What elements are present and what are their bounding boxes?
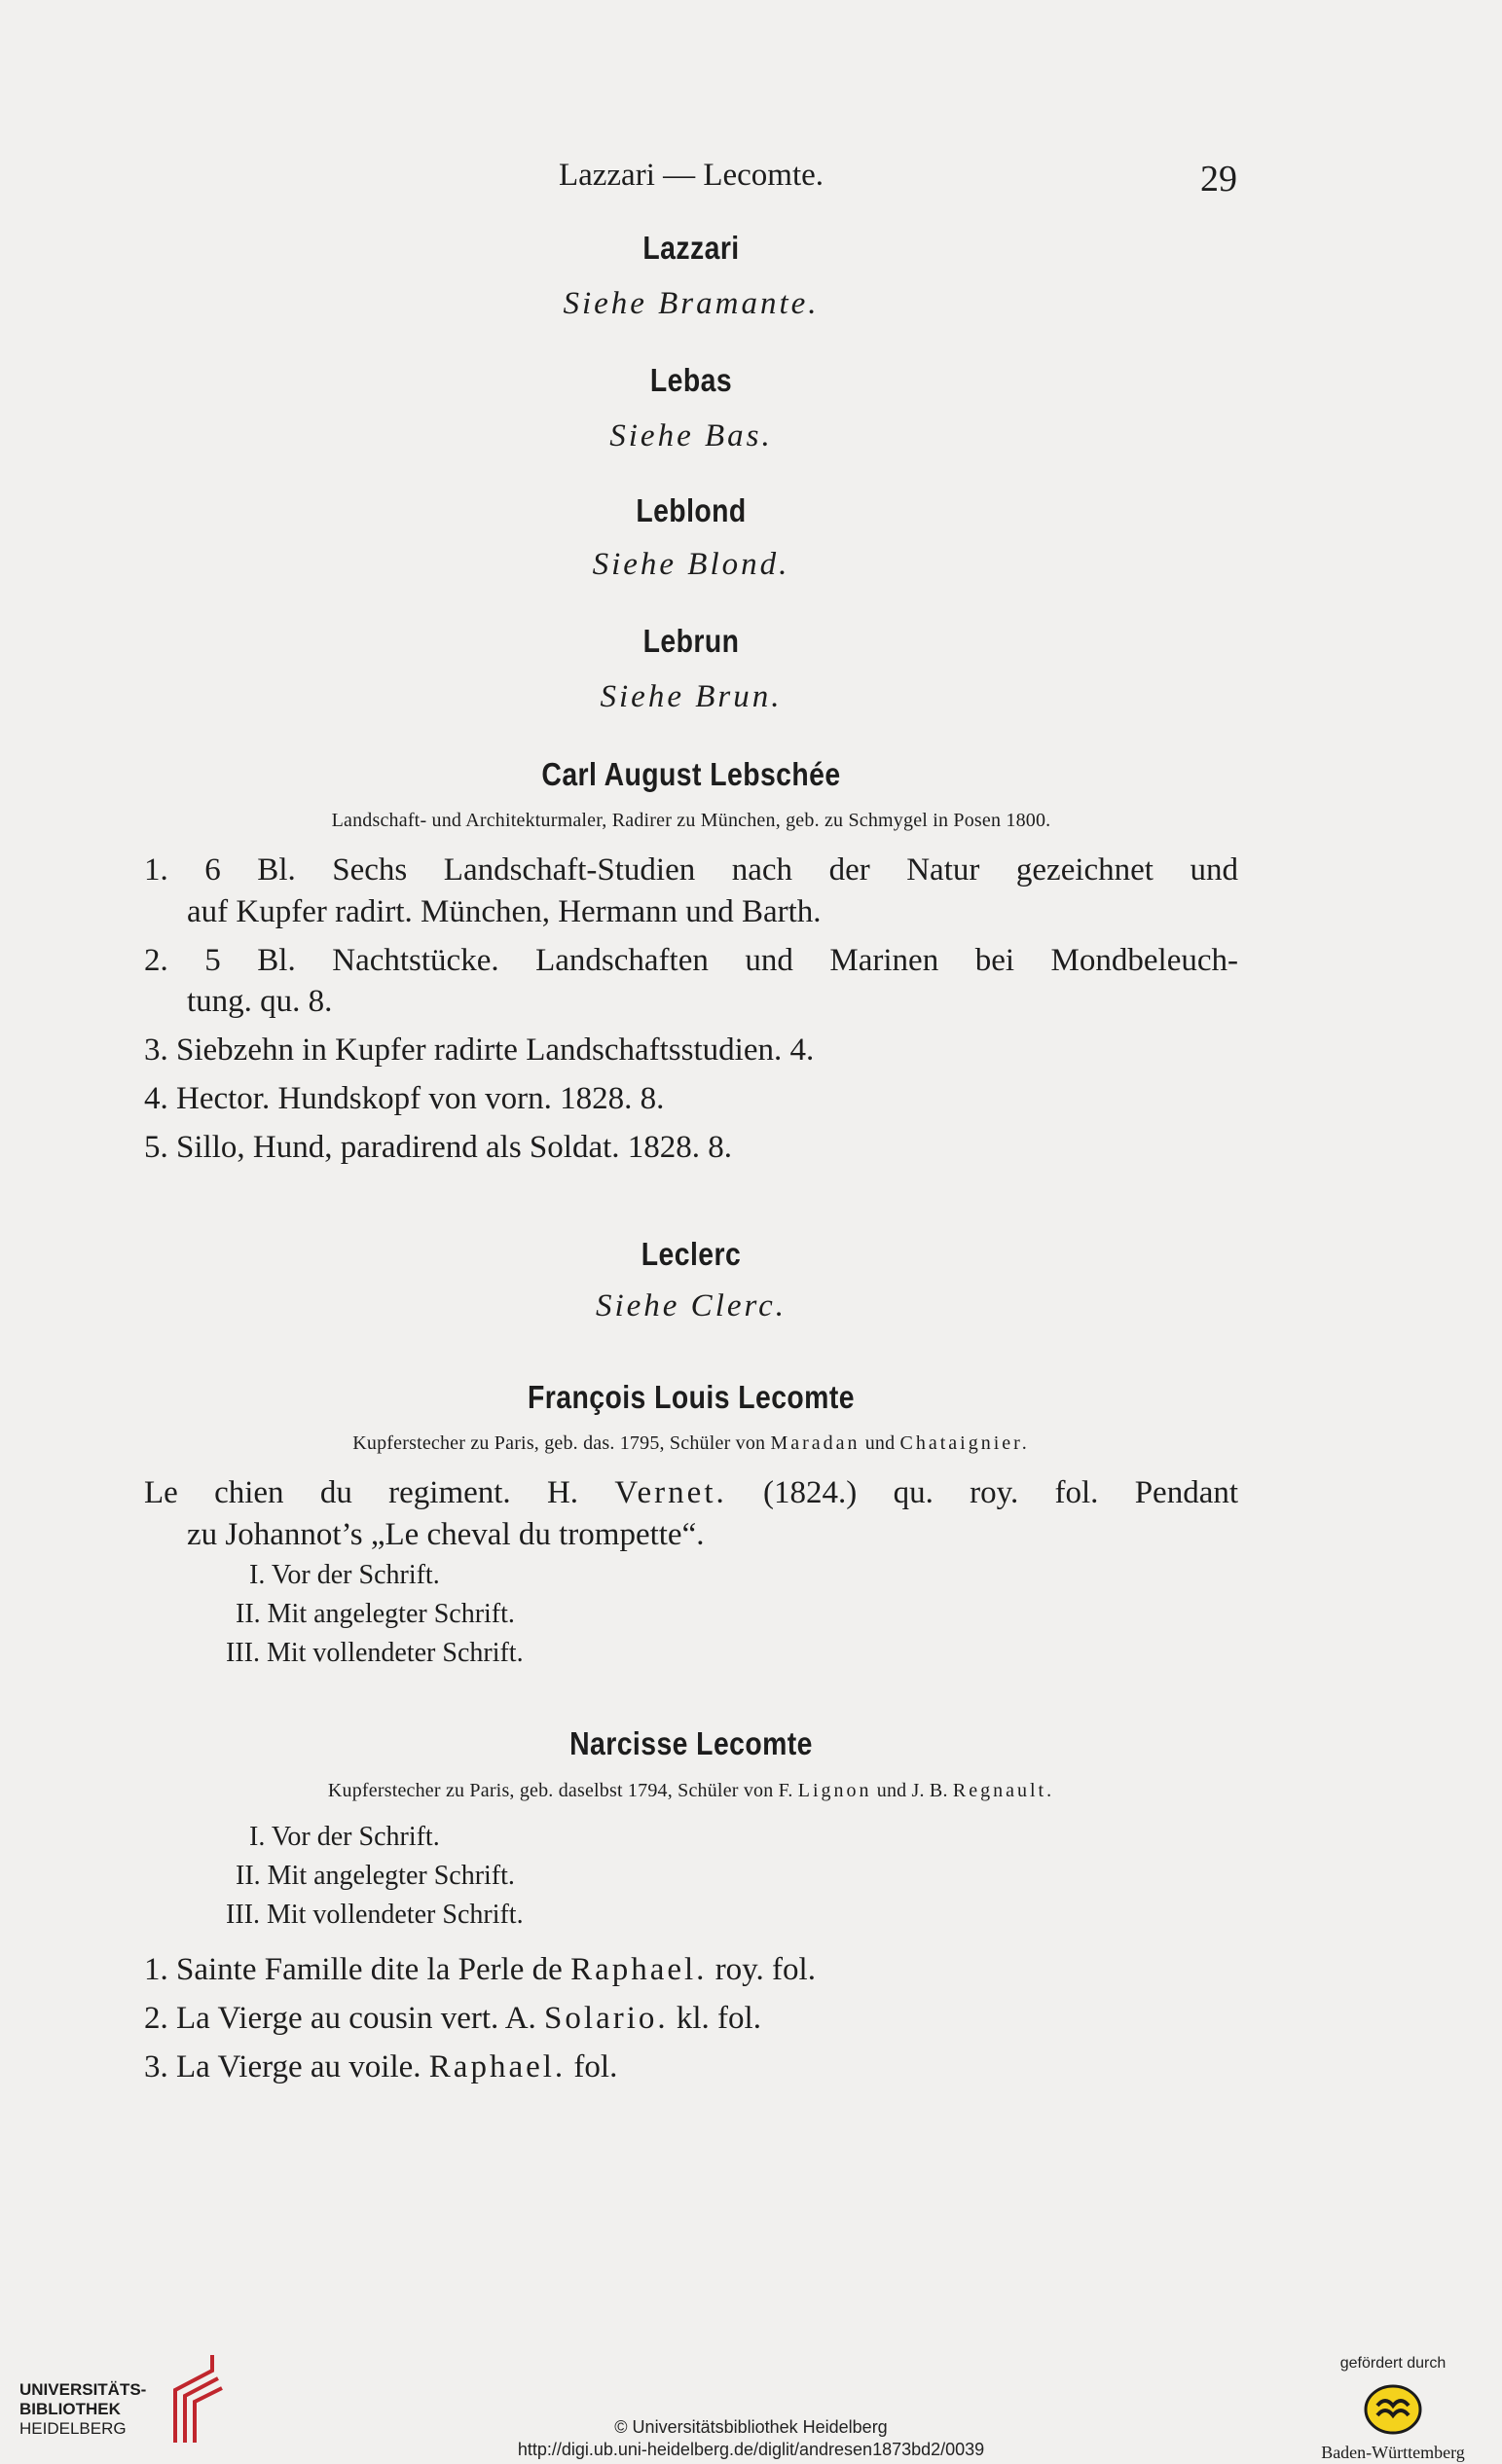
teacher-name: Lignon [797,1780,872,1801]
bio-text: und [864,1432,896,1454]
page-number: 29 [1200,159,1237,199]
cross-reference-lebrun: Siehe Brun. [600,679,783,714]
artist-name: Raphael. [428,2049,567,2084]
entry-heading-leclerc: Leclerc [641,1236,742,1272]
state-2: II. Mit angelegter Schrift. [236,1861,515,1891]
work-item-2-line-2: tung. qu. 8. [187,984,333,1019]
running-header [0,158,1502,206]
biography-lebschee: Landschaft- und Architekturmaler, Radirer zu München, geb. zu Schmygel in Posen 1800. [331,810,1051,831]
biography-narcisse-lecomte [0,1780,1382,1802]
state-2: II. Mit angelegter Schrift. [236,1599,515,1629]
artist-name: Raphael. [570,1952,708,1987]
entry-heading-narcisse-lecomte: Narcisse Lecomte [569,1725,813,1761]
work-item-1-line-1: 1. 6 Bl. Sechs Landschaft-Studien nach der Natur gezeichnet und [144,852,1238,888]
state-3: III. Mit vollendeter Schrift. [226,1900,524,1930]
biography-francois-lecomte [0,1432,1382,1455]
sponsor-label: gefördert durch [1339,2355,1447,2372]
bio-text: Kupferstecher zu Paris, geb. daselbst 1794, Schüler von F. [327,1780,793,1801]
header-title: Lazzari — Lecomte. [558,158,824,193]
work-item-4: 4. Hector. Hundskopf von vorn. 1828. 8. [144,1081,665,1116]
entry-heading-lebrun: Lebrun [642,623,740,659]
work-title: 3. La Vierge au voile. [144,2049,421,2084]
work-item-1 [144,1952,816,1988]
work-item-5: 5. Sillo, Hund, paradirend als Soldat. 1828. 8. [144,1130,733,1165]
work-title: 2. La Vierge au cousin vert. A. [144,2001,536,2036]
cross-reference-lebas: Siehe Bas. [609,418,773,453]
work-title: Le chien du regiment. H. [144,1475,579,1510]
library-name-line-1: UNIVERSITÄTS- [19,2380,147,2399]
work-details: (1824.) qu. roy. fol. Pendant [763,1475,1239,1510]
cross-reference-leclerc: Siehe Clerc. [595,1288,788,1323]
work-details: roy. fol. [714,1952,816,1987]
work-details: fol. [573,2049,618,2084]
work-item-2 [144,2001,761,2037]
copyright-notice: © Universitätsbibliothek Heidelberg [614,2417,888,2437]
bio-text: Kupferstecher zu Paris, geb. das. 1795, Schüler von [352,1432,766,1454]
entry-heading-leblond: Leblond [636,492,747,528]
state-3: III. Mit vollendeter Schrift. [226,1638,524,1668]
work-item-2-line-1: 2. 5 Bl. Nachtstücke. Landschaften und Marinen bei Mondbeleuch- [144,943,1238,978]
artist-name: Solario. [544,2001,669,2036]
work-line-2: zu Johannot’s „Le cheval du trompette“. [187,1517,705,1552]
library-name-line-2: BIBLIOTHEK [19,2400,121,2418]
work-title: 1. Sainte Famille dite la Perle de [144,1952,563,1987]
teacher-name: Maradan [770,1432,861,1454]
bio-text: und J. B. [876,1780,948,1801]
work-line-1 [144,1475,1238,1511]
work-item-3 [144,2049,617,2085]
entry-heading-lebschee: Carl August Lebschée [541,756,841,792]
state-1: I. Vor der Schrift. [249,1822,440,1852]
artist-name: Vernet. [614,1475,727,1510]
state-1: I. Vor der Schrift. [249,1560,440,1590]
entry-heading-lazzari: Lazzari [642,230,740,266]
work-item-3: 3. Siebzehn in Kupfer radirte Landschaftsstudien. 4. [144,1033,815,1068]
work-details: kl. fol. [676,2001,761,2036]
sponsor-name: Baden-Württemberg [1321,2443,1465,2462]
entry-heading-francois-lecomte: François Louis Lecomte [528,1379,855,1415]
library-name-line-3: HEIDELBERG [19,2419,127,2438]
entry-heading-lebas: Lebas [649,362,733,398]
teacher-name: Chataignier. [899,1432,1030,1454]
state-coat-of-arms-icon [1364,2380,1422,2439]
work-item-1-line-2: auf Kupfer radirt. München, Hermann und Barth. [187,894,822,929]
sponsor-logo[interactable] [1305,2355,1481,2462]
cross-reference-lazzari: Siehe Bramante. [563,286,820,321]
teacher-name: Regnault. [952,1780,1055,1801]
cross-reference-leblond: Siehe Blond. [592,547,790,582]
permalink[interactable]: http://digi.ub.uni-heidelberg.de/diglit/andresen1873bd2/0039 [517,2440,985,2459]
